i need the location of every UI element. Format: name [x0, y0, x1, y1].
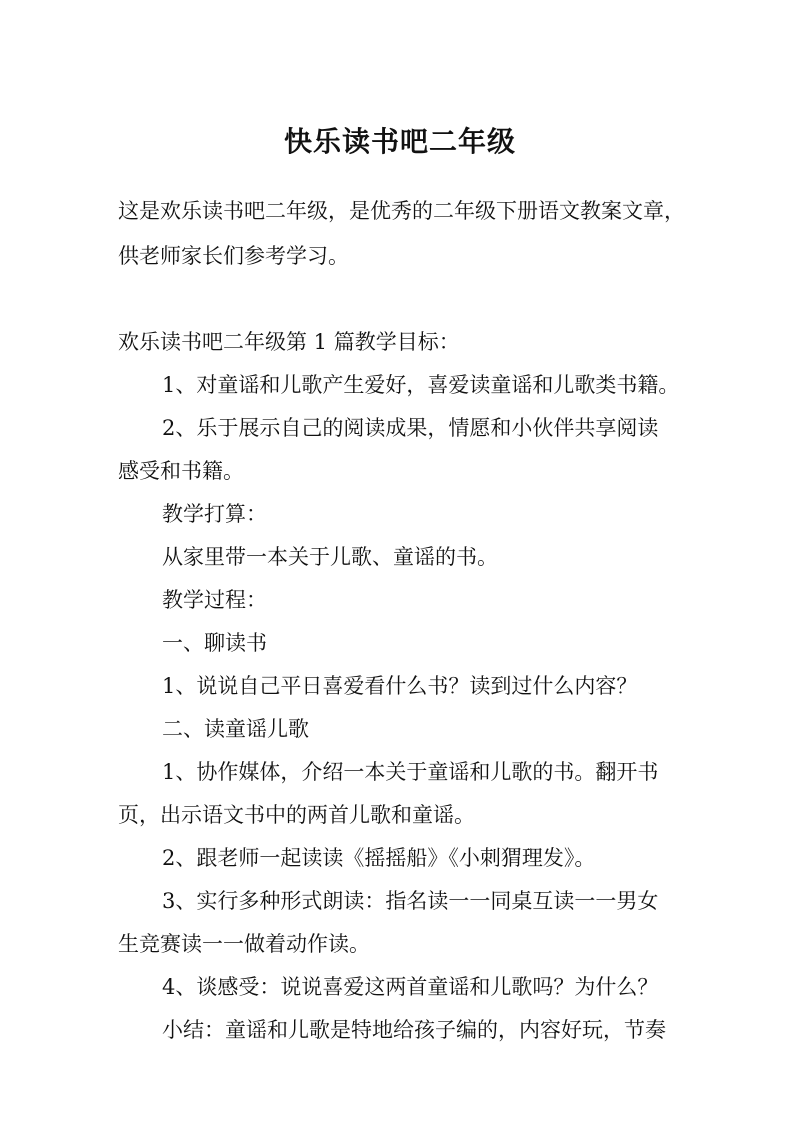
prep-label: 教学打算： — [162, 502, 267, 526]
section-2-item-3-line-2: 生竞赛读一一做着动作读。 — [118, 932, 370, 956]
section-2-heading: 二、读童谣儿歌 — [162, 717, 309, 741]
document-title: 快乐读书吧二年级 — [283, 125, 516, 158]
goal-1: 1、对童谣和儿歌产生爱好，喜爱读童谣和儿歌类书籍。 — [162, 373, 680, 397]
section-1-heading: 一、聊读书 — [162, 631, 267, 655]
section-2-item-3-line-1: 3、实行多种形式朗读：指名读一一同桌互读一一男女 — [162, 889, 659, 913]
prep-text: 从家里带一本关于儿歌、童谣的书。 — [162, 545, 498, 569]
summary-line-1: 小结：童谣和儿歌是特地给孩子编的，内容好玩，节奏 — [162, 1018, 666, 1042]
goal-2-line-1: 2、乐于展示自己的阅读成果，情愿和小伙伴共享阅读 — [162, 416, 659, 440]
intro-line-2: 供老师家长们参考学习。 — [118, 244, 349, 268]
section-heading: 欢乐读书吧二年级第 1 篇教学目标： — [118, 330, 460, 354]
section-2-item-1-line-1: 1、协作媒体，介绍一本关于童谣和儿歌的书。翻开书 — [162, 760, 659, 784]
section-2-item-1-line-2: 页，出示语文书中的两首儿歌和童谣。 — [118, 803, 475, 827]
section-2-item-4: 4、谈感受：说说喜爱这两首童谣和儿歌吗？为什么？ — [162, 975, 659, 999]
goal-2-line-2: 感受和书籍。 — [118, 459, 244, 483]
intro-line-1: 这是欢乐读书吧二年级，是优秀的二年级下册语文教案文章， — [118, 199, 685, 223]
process-label: 教学过程： — [162, 588, 267, 612]
section-2-item-2: 2、跟老师一起读读《摇摇船》《小刺猬理发》。 — [162, 846, 596, 870]
section-1-item-1: 1、说说自己平日喜爱看什么书？读到过什么内容？ — [162, 674, 638, 698]
